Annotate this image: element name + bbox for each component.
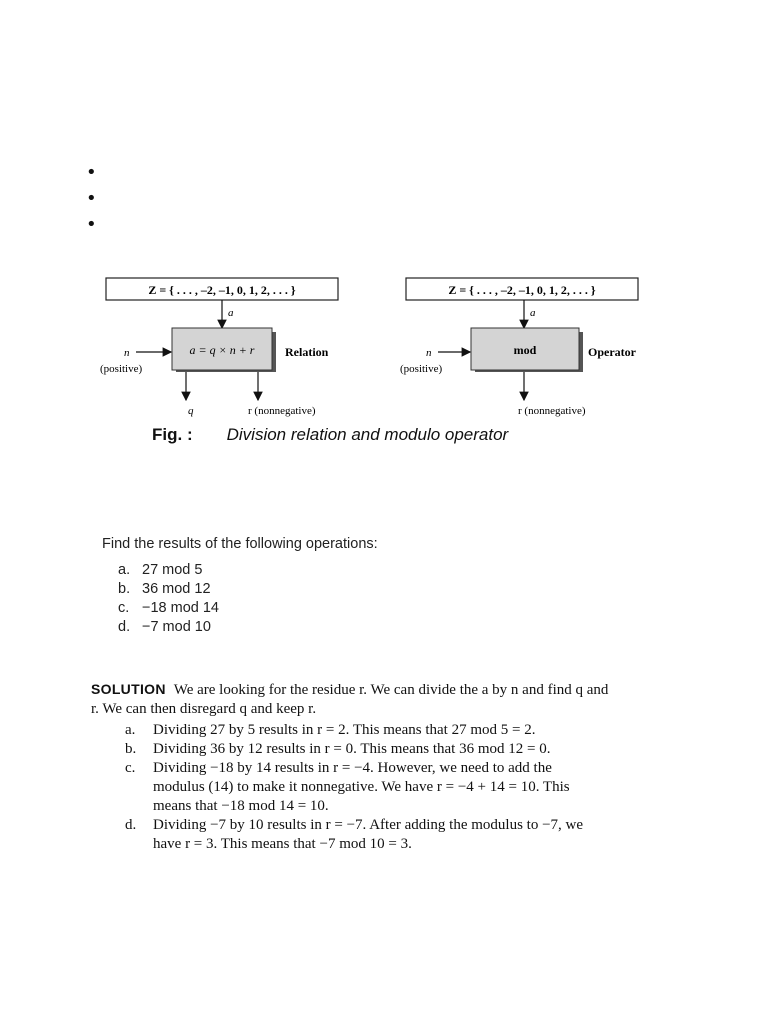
operator-diagram: [400, 278, 638, 417]
solution-block: [91, 680, 611, 854]
figure-caption-label: Fig. :: [152, 425, 193, 444]
operator-n-label: n: [426, 347, 432, 359]
exercise-list: [102, 562, 378, 638]
solution-heading: SOLUTION: [91, 681, 166, 697]
operator-n-note: (positive): [400, 363, 443, 375]
exercise-block: [102, 536, 378, 638]
operator-box-text: mod: [513, 343, 537, 357]
operator-r-label: r (nonnegative): [518, 405, 586, 417]
bullet-item: •: [86, 162, 97, 183]
solution-intro-paragraph: [91, 680, 611, 719]
relation-diagram: [100, 278, 338, 417]
relation-box-text: a = q × n + r: [189, 343, 255, 357]
relation-q-label: q: [188, 405, 194, 417]
exercise-item: c. −18 mod 14: [118, 600, 219, 616]
operator-set-text: Z = { . . . , –2, –1, 0, 1, 2, . . . }: [448, 283, 596, 297]
bullet-item: •: [86, 188, 97, 209]
solution-item: c. Dividing −18 by 14 results in r = −4. However, we need to add the modulus (14) to make it nonnegative. We have r = −4 + 14 = 10. This means that −18 mod 14 = 10.: [125, 760, 570, 814]
relation-set-text: Z = { . . . , –2, –1, 0, 1, 2, . . . }: [148, 283, 296, 297]
solution-intro: We are looking for the residue r. We can divide the a by n and find q and r. We can then disregard q and keep r.: [91, 682, 609, 717]
figure-caption-text: Division relation and modulo operator: [226, 425, 509, 444]
solution-item: a. Dividing 27 by 5 results in r = 2. This means that 27 mod 5 = 2.: [125, 722, 536, 738]
operator-label: Operator: [588, 345, 636, 359]
bullet-item: •: [86, 214, 97, 235]
solution-item: b. Dividing 36 by 12 results in r = 0. This means that 36 mod 12 = 0.: [125, 741, 551, 757]
exercise-intro: Find the results of the following operations:: [102, 536, 378, 552]
solution-item: d. Dividing −7 by 10 results in r = −7. After adding the modulus to −7, we have r = 3. This means that −7 mod 10 = 3.: [125, 817, 584, 852]
solution-list: [91, 721, 611, 854]
relation-a-label: a: [228, 307, 234, 319]
bullet-list: [86, 162, 97, 244]
figure-caption: [152, 425, 508, 445]
relation-r-label: r (nonnegative): [248, 405, 316, 417]
operator-a-label: a: [530, 307, 536, 319]
relation-n-label: n: [124, 347, 130, 359]
exercise-item: b. 36 mod 12: [118, 581, 211, 597]
relation-label: Relation: [285, 345, 329, 359]
exercise-item: d. −7 mod 10: [118, 619, 211, 635]
exercise-item: a. 27 mod 5: [118, 562, 203, 578]
relation-n-note: (positive): [100, 363, 143, 375]
